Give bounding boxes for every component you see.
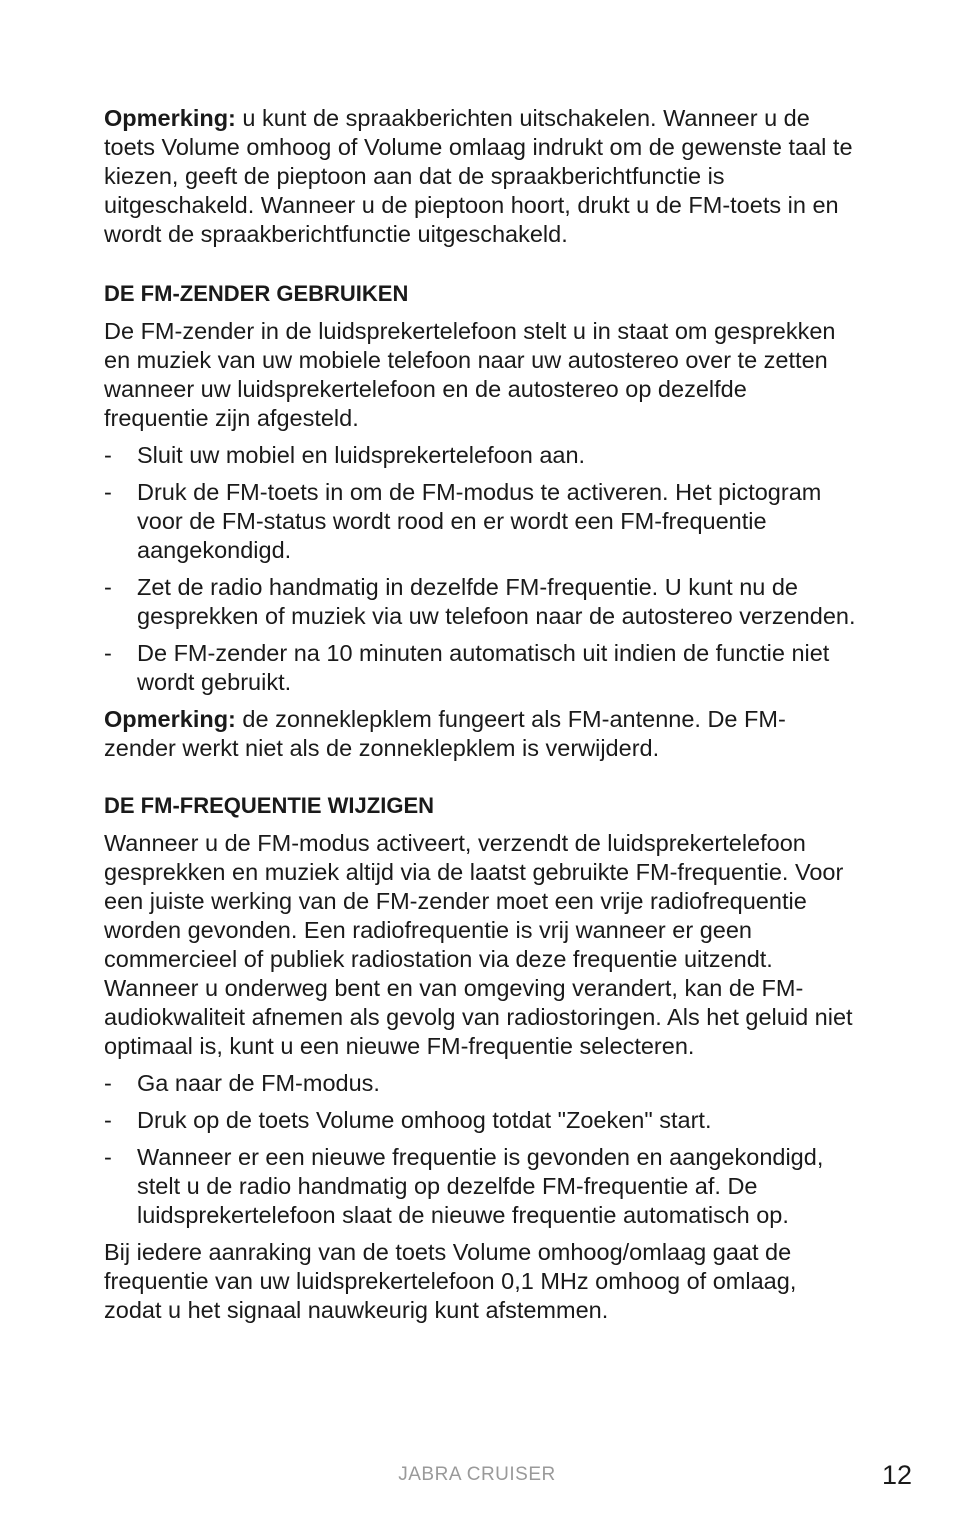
- list-item-text: Druk de FM-toets in om de FM-modus te activeren. Het pictogram voor de FM-status wordt rood en er wordt een FM-frequentie aangekondigd.: [137, 479, 822, 563]
- list-item-text: Druk op de toets Volume omhoog totdat "Zoeken" start.: [137, 1107, 712, 1133]
- note-text: de zonneklepklem fungeert als FM-antenne. De FM-zender werkt niet als de zonneklepklem is verwijderd.: [104, 706, 786, 761]
- list-dash: -: [104, 640, 112, 666]
- list-item-text: Wanneer er een nieuwe frequentie is gevonden en aangekondigd, stelt u de radio handmatig op dezelfde FM-frequentie af. De luidsprekertelefoon slaat de nieuwe frequentie automatisch op.: [137, 1144, 824, 1228]
- list-item-text: Sluit uw mobiel en luidsprekertelefoon aan.: [137, 442, 586, 468]
- section-title-fm-transmitter: DE FM-ZENDER GEBRUIKEN: [104, 281, 409, 306]
- list-item: [104, 573, 856, 631]
- list-item: [104, 1069, 856, 1098]
- section-title-fm-frequency: DE FM-FREQUENTIE WIJZIGEN: [104, 793, 434, 818]
- list-dash: -: [104, 479, 112, 505]
- note-label: Opmerking:: [104, 105, 236, 131]
- list-item-text: Zet de radio handmatig in dezelfde FM-frequentie. U kunt nu de gesprekken of muziek via uw telefoon naar de autostereo verzenden.: [137, 574, 856, 629]
- page-number: 12: [881, 1460, 912, 1490]
- list-dash: -: [104, 574, 112, 600]
- list-item: [104, 1143, 856, 1230]
- section-intro-fm-frequency: Wanneer u de FM-modus activeert, verzendt de luidsprekertelefoon gesprekken en muziek altijd via de laatst gebruikte FM-frequentie. Voor een juiste werking van de FM-zender moet een vrije radiofrequentie worden gevonden. Een radiofrequentie is vrij wanneer er geen commercieel of publiek radiostation via deze frequentie uitzendt. Wanneer u onderweg bent en van omgeving verandert, kan de FM-audiokwaliteit afnemen als gevolg van radiostoringen. Als het geluid niet optimaal is, kunt u een nieuwe FM-frequentie selecteren.: [104, 830, 853, 1059]
- list-item: [104, 1106, 856, 1135]
- note-antenna: [104, 705, 856, 763]
- list-dash: -: [104, 1070, 112, 1096]
- list-item: [104, 639, 856, 697]
- footer-brand: JABRA CRUISER: [398, 1464, 556, 1485]
- list-item-text: Ga naar de FM-modus.: [137, 1070, 380, 1096]
- section-intro-fm-transmitter: De FM-zender in de luidsprekertelefoon stelt u in staat om gesprekken en muziek van uw mobiele telefoon naar uw autostereo over te zetten wanneer uw luidsprekertelefoon en de autostereo op dezelfde frequentie zijn afgesteld.: [104, 318, 836, 431]
- fm-transmitter-steps: [104, 441, 856, 697]
- document-body: [104, 104, 856, 1325]
- section-outro-fm-frequency: Bij iedere aanraking van de toets Volume omhoog/omlaag gaat de frequentie van uw luidsprekertelefoon 0,1 MHz omhoog of omlaag, zodat u het signaal nauwkeurig kunt afstemmen.: [104, 1239, 797, 1323]
- list-dash: -: [104, 442, 112, 468]
- list-item-text: De FM-zender na 10 minuten automatisch uit indien de functie niet wordt gebruikt.: [137, 640, 830, 695]
- fm-frequency-steps: [104, 1069, 856, 1230]
- note-label: Opmerking:: [104, 706, 236, 732]
- note-text: u kunt de spraakberichten uitschakelen. Wanneer u de toets Volume omhoog of Volume omlaag indrukt om de gewenste taal te kiezen, geeft de pieptoon aan dat de spraakberichtfunctie is uitgeschakeld. Wanneer u de pieptoon hoort, drukt u de FM-toets in en wordt de spraakberichtfunctie uitgeschakeld.: [104, 105, 853, 247]
- list-item: [104, 441, 856, 470]
- list-item: [104, 478, 856, 565]
- list-dash: -: [104, 1144, 112, 1170]
- list-dash: -: [104, 1107, 112, 1133]
- note-voice-messages: [104, 104, 856, 249]
